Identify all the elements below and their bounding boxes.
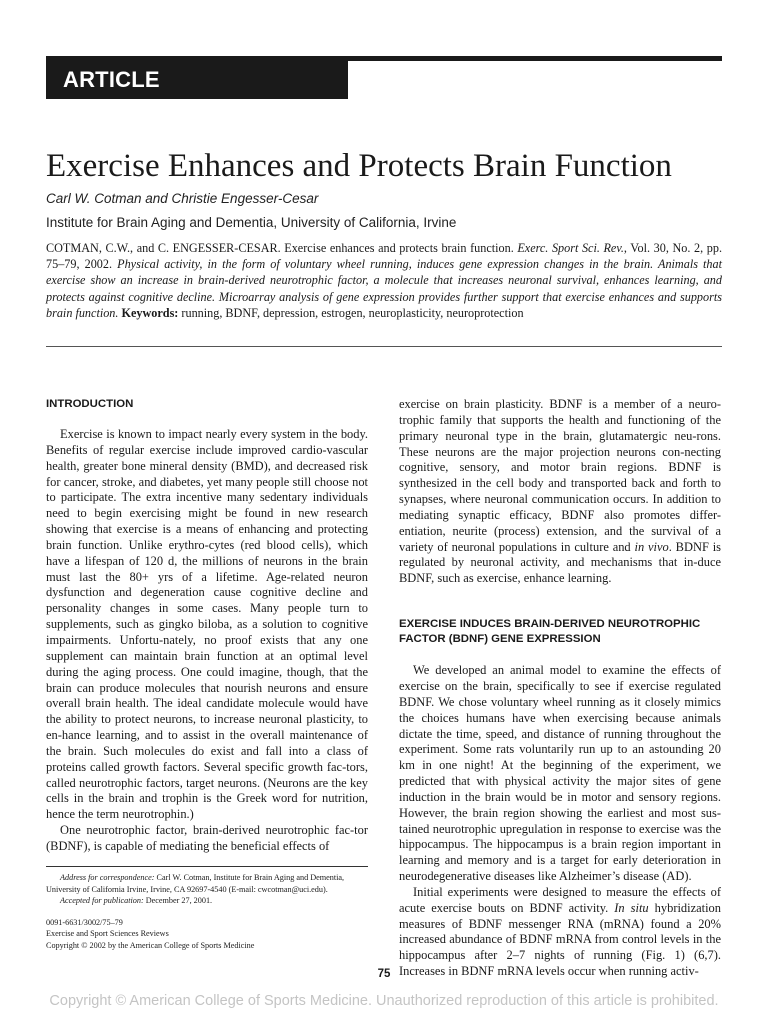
footnote-divider: [46, 866, 368, 867]
abstract-divider: [46, 346, 722, 347]
in-vivo-text: in vivo: [634, 539, 669, 554]
bdnf-paragraph-1: We developed an animal model to examine the effects of exercise on the brain, specifically to see if exercise regulated BDNF. We chose voluntary wheel running as it closely mimics the choices humans have when exercising because animals dictate the time, speed, and distance of running throughout the experiment. Some rats voluntarily run up to an astounding 20 km in one night! At the beginning of the experiment, we predicted that with physical activity the major sites of gene induction in the brain would be in motor and sensory regions. However, the brain region showing the earliest and most sus-tained neurotrophic upregulation in response to exercise was the hippocampus. The hippocampus is a brain region important in learning and memory and is a target for early deterioration in neurodegenerative diseases like Alzheimer’s disease (AD).: [399, 663, 721, 884]
article-banner: ARTICLE: [46, 61, 348, 99]
accepted-label: Accepted for publication:: [60, 896, 144, 905]
copyright-watermark: Copyright © American College of Sports Medicine. Unauthorized reproduction of this article is prohibited.: [49, 993, 719, 1009]
page-number: 75: [377, 968, 391, 980]
correspondence-text: Carl W. Cotman, Institute for Brain Aging and Dementia, University of California Irvine, Irvine, CA 92697-4540 (E-mail: cwcotman@uci.edu).: [46, 873, 345, 894]
article-affiliation: Institute for Brain Aging and Dementia, University of California, Irvine: [46, 215, 457, 230]
publisher-copyright: Copyright © 2002 by the American College of Sports Medicine: [46, 940, 255, 950]
right-column: [399, 397, 721, 980]
bdnf-paragraph-2-start: Initial experiments were designed to measure the effects of acute exercise bouts on BDNF activity.: [399, 884, 721, 915]
keywords-label: Keywords:: [118, 305, 179, 320]
article-title: Exercise Enhances and Protects Brain Function: [46, 148, 672, 184]
abstract-citation-tail: , Vol. 30, No. 2, pp. 75–79, 2002.: [46, 241, 722, 272]
correspondence-label: Address for correspondence:: [60, 873, 155, 882]
correspondence-note: [46, 872, 368, 895]
abstract-journal: Exerc. Sport Sci. Rev.: [517, 241, 624, 255]
accepted-date: December 27, 2001.: [143, 896, 213, 905]
intro-heading: INTRODUCTION: [46, 398, 134, 410]
bdnf-paragraph-2: [399, 885, 721, 980]
journal-name: Exercise and Sport Sciences Reviews: [46, 929, 169, 938]
article-authors: Carl W. Cotman and Christie Engesser-Cesar: [46, 191, 319, 206]
intro-paragraph-1: Exercise is known to impact nearly every system in the body. Benefits of regular exercise include improved cardio-vascular health, greater bone mineral density (BMD), and decreased risk for cancer, stroke, and diabetes, yet many people still choose not to participate. The extra incentive many sedentary individuals need to begin exercising might be found in new research showing that exercise is a means of enhancing and protecting brain function. Unlike erythro-cytes (red blood cells), which have a lifespan of 120 d, the millions of neurons in the brain must last the 80+ yrs of a lifetime. Age-related neuron dysfunction and degeneration cause cognitive decline and personality changes in some cases. Many people turn to supplements, such as gingko biloba, as a solution to cognitive impairments. Unfortu-nately, no proof exists that any one supplement can maintain brain function at an optimal level during the aging process. One could imagine, though, that the brain can produce molecules that nourish neurons and ensure overall brain health. The ideal candidate molecule would have the ability to protect neurons, to increase neuronal plasticity, to en-hance learning, and to assist in the overall maintenance of the brain. Such molecules do exist and fall into a class of proteins called growth factors. Several specific growth fac-tors, called neurotrophic factors, target neurons. (Neurons are the key cells in the brain and trophin is the Greek word for nutrition, hence the term neurotrophin.): [46, 427, 368, 822]
intro-paragraph-2: One neurotrophic factor, brain-derived neurotrophic fac-tor (BDNF), is capable of mediating the beneficial effects of: [46, 823, 368, 853]
article-code: 0091-6631/3002/75–79: [46, 917, 123, 927]
abstract: [46, 240, 722, 321]
footnotes: [46, 872, 368, 951]
abstract-citation: COTMAN, C.W., and C. ENGESSER-CESAR. Exercise enhances and protects brain function.: [46, 241, 518, 255]
accepted-note: [46, 895, 368, 907]
bdnf-section-heading: EXERCISE INDUCES BRAIN-DERIVED NEUROTROPHIC FACTOR (BDNF) GENE EXPRESSION: [399, 618, 701, 646]
left-column: [46, 397, 368, 855]
intro-continuation-end: . BDNF is regulated by neuronal activity, and mechanisms that in-duce BDNF, such as exercise, enhance learning.: [399, 539, 721, 586]
in-situ-text: In situ: [614, 900, 649, 915]
intro-continuation-text: exercise on brain plasticity. BDNF is a member of a neuro-trophic family that supports the health and functioning of the primary neuronal type in the brain, glutamatergic neu-rons. These neurons are the major projection neurons con-necting cognitive, sensory, and motor brain regions. BDNF is synthesized in the cell body and transported back and forth to synapses, where neuronal communication occurs. In addition to mediating synaptic efficacy, BDNF also promotes differ-entiation, neurite (process) extension, and the survival of a variety of neuronal populations in culture and: [399, 397, 721, 554]
abstract-summary: Physical activity, in the form of voluntary wheel running, induces gene expression changes in the brain. Animals that exercise show an increase in brain-derived neurotrophic factor, a molecule that increases neuronal survival, enhances learning, and protects against cognitive decline. Microarray analysis of gene expression provides further support that exercise enhances and supports brain function.: [46, 257, 723, 320]
intro-continuation: [399, 397, 721, 587]
bdnf-paragraph-2-end: hybridization measures of BDNF messenger RNA (mRNA) found a 20% increased abundance of BDNF mRNA from control levels in the hippocampus after 2–7 nights of running (Fig. 1) (6,7). Increases in BDNF mRNA levels occur when running activ-: [399, 900, 721, 979]
keywords-list: running, BDNF, depression, estrogen, neuroplasticity, neuroprotection: [178, 305, 524, 320]
